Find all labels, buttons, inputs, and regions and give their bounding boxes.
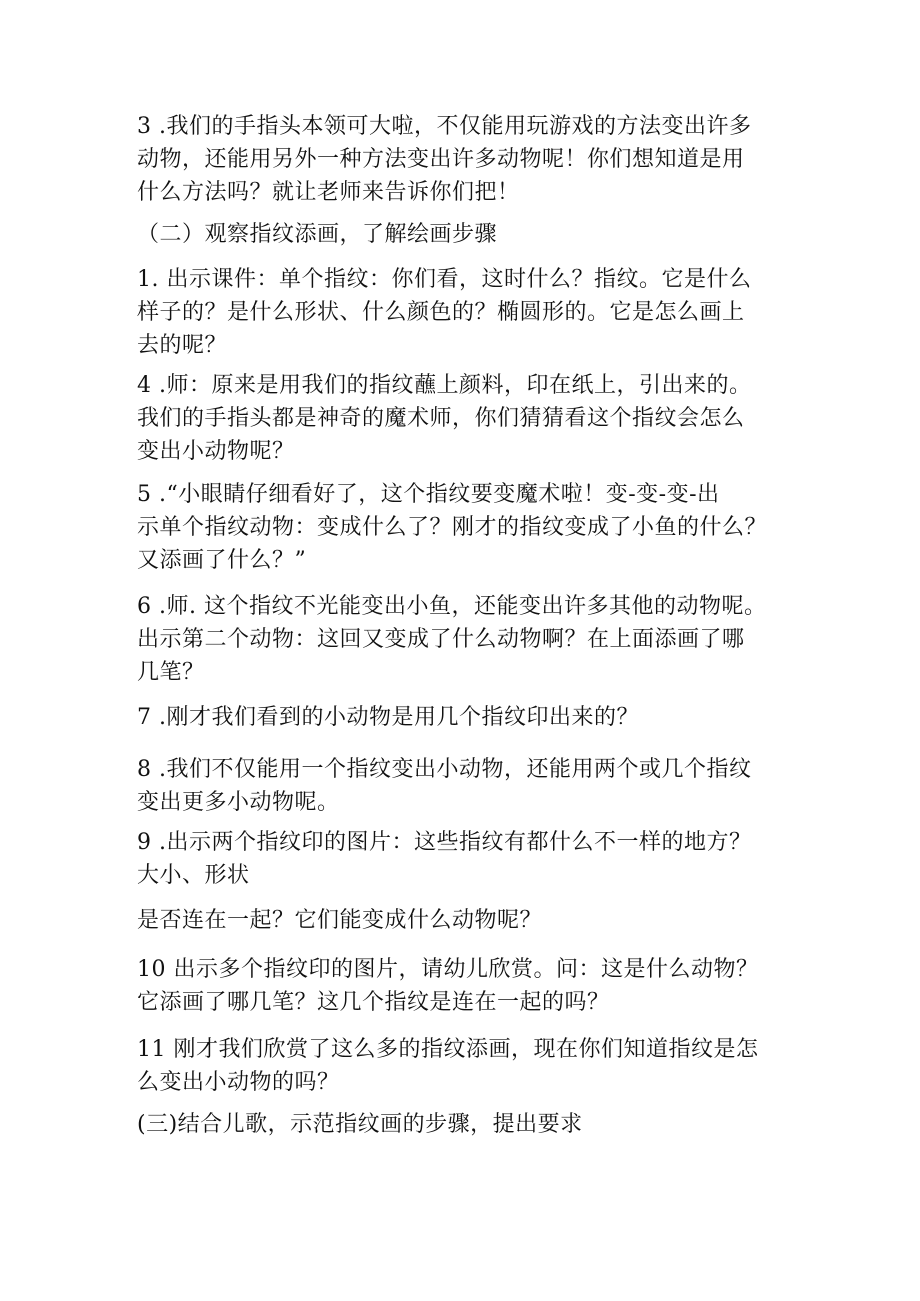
text-line: 6 .师. 这个指纹不光能变出小鱼，还能变出许多其他的动物呢。 [137,594,767,619]
paragraph-6 [137,590,817,689]
paragraph-9-continued [137,904,817,937]
text-line: 几笔？ [137,660,205,685]
text-line: 1. 出示课件：单个指纹：你们看，这时什么？指纹。它是什么 [137,267,752,292]
paragraph-10 [137,953,817,1019]
text-line: 又添画了什么？” [137,548,307,573]
paragraph-7 [137,701,817,734]
paragraph-5 [137,478,817,577]
text-line: (三)结合儿歌，示范指纹画的步骤，提出要求 [137,1112,583,1137]
text-line: 5 .“小眼睛仔细看好了，这个指纹要变魔术啦！变-变-变-出 [137,482,720,507]
text-line: 去的呢？ [137,333,228,358]
text-line: 11 刚才我们欣赏了这么多的指纹添画，现在你们知道指纹是怎 [137,1037,759,1062]
text-line: 7 .刚才我们看到的小动物是用几个指纹印出来的？ [137,705,639,730]
text-line: 示单个指纹动物：变成什么了？刚才的指纹变成了小鱼的什么？ [137,515,768,540]
paragraph-9 [137,826,817,892]
text-line: 8 .我们不仅能用一个指纹变出小动物，还能用两个或几个指纹 [137,757,752,782]
text-line: 么变出小动物的吗？ [137,1070,340,1095]
text-line: 变出更多小动物呢。 [137,790,340,815]
paragraph-3 [137,110,817,209]
paragraph-8 [137,753,817,819]
text-line: 大小、形状 [137,863,250,888]
text-line: 它添画了哪几笔？这几个指纹是连在一起的吗？ [137,990,610,1015]
text-line: 4 .师：原来是用我们的指纹蘸上颜料，印在纸上，引出来的。 [137,373,752,398]
text-line: 样子的？是什么形状、什么颜色的？椭圆形的。它是怎么画上 [137,300,745,325]
section-heading-3 [137,1108,817,1141]
text-line: 什么方法吗？就让老师来告诉你们把！ [137,180,520,205]
text-line: 动物，还能用另外一种方法变出许多动物呢！你们想知道是用 [137,147,745,172]
text-line: 10 出示多个指纹印的图片，请幼儿欣赏。问：这是什么动物？ [137,957,759,982]
text-line: 我们的手指头都是神奇的魔术师，你们猜猜看这个指纹会怎么 [137,406,745,431]
paragraph-11 [137,1033,817,1099]
text-line: 变出小动物呢？ [137,439,295,464]
section-heading-2 [137,218,817,251]
text-line: 出示第二个动物：这回又变成了什么动物啊？在上面添画了哪 [137,627,745,652]
paragraph-4 [137,369,817,468]
text-line: 3 .我们的手指头本领可大啦，不仅能用玩游戏的方法变出许多 [137,114,752,139]
paragraph-1 [137,263,817,362]
text-line: （二）观察指纹添画，了解绘画步骤 [137,222,498,247]
text-line: 是否连在一起？它们能变成什么动物呢？ [137,908,543,933]
text-line: 9 .出示两个指纹印的图片：这些指纹有都什么不一样的地方？ [137,830,752,855]
